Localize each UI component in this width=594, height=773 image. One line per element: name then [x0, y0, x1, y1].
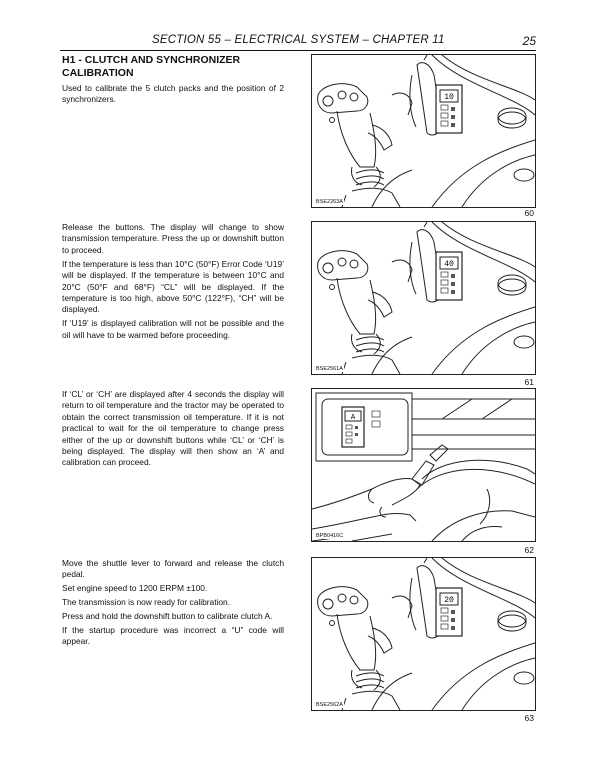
figure-code: BSE2561A: [316, 366, 343, 372]
paragraph: The transmission is now ready for calibration.: [62, 597, 231, 608]
control-illustration: [312, 558, 535, 710]
control-illustration: [312, 222, 535, 374]
paragraph: Used to calibrate the 5 clutch packs and the position of 2 synchronizers.: [62, 83, 284, 105]
text-block-61: [62, 222, 284, 344]
hand-illustration: [312, 389, 535, 541]
figure-code: BSE2562A: [316, 702, 343, 708]
figure-62: [311, 388, 536, 542]
figure-61: [311, 221, 536, 375]
display-readout: 20: [444, 596, 454, 605]
paragraph: Release the buttons. The display will change to show transmission temperature. Press the up or downshift button to proceed.: [62, 222, 284, 255]
section-heading-line2: CALIBRATION: [62, 67, 134, 79]
paragraph: If ‘CL’ or ‘CH’ are displayed after 4 seconds the display will return to oil temperature and the tractor may be operated to obtain the correct transmission oil temperature. If it is not practical to wait for the oil temperature to change press either of the up or downshift buttons while ‘CL’ or ‘CH’ is being displayed. The display will then show an ‘A’ and calibration can proceed.: [62, 389, 284, 468]
paragraph: If ‘U19’ is displayed calibration will not be possible and the oil will have to be warmed before proceeding.: [62, 318, 284, 340]
header-title: SECTION 55 – ELECTRICAL SYSTEM – CHAPTER 11: [152, 34, 445, 46]
paragraph: Set engine speed to 1200 ERPM ±100.: [62, 583, 208, 594]
figure-60: [311, 54, 536, 208]
figure-code: BSE2263A: [316, 199, 343, 205]
text-block-62: [62, 389, 284, 471]
paragraph: Press and hold the downshift button to calibrate clutch A.: [62, 611, 273, 622]
text-block-63: [62, 558, 284, 650]
header-rule: [60, 50, 536, 51]
paragraph: Move the shuttle lever to forward and release the clutch pedal.: [62, 558, 284, 580]
control-illustration: [312, 55, 535, 207]
page-number: 25: [522, 34, 536, 48]
figure-code: BPB0416C: [316, 533, 344, 539]
figure-number: 60: [524, 208, 534, 218]
display-readout: 10: [444, 93, 454, 102]
figure-number: 62: [524, 545, 534, 555]
figure-number: 63: [524, 713, 534, 723]
paragraph: If the temperature is less than 10°C (50°F) Error Code ‘U19’ will be displayed. If the temperature is between 10°C and 20°C (50°F and 68°F) “CL” will be displayed. If the temperature is too high, above 50°C (122°F), “CH” will be displayed.: [62, 258, 284, 315]
section-heading: [62, 54, 302, 80]
figure-number: 61: [524, 377, 534, 387]
page-header: [60, 34, 536, 50]
paragraph: If the startup procedure was incorrect a “U” code will appear.: [62, 625, 284, 647]
figure-63: [311, 557, 536, 711]
text-block-60: [62, 83, 284, 108]
section-heading-line1: H1 - CLUTCH AND SYNCHRONIZER: [62, 54, 241, 66]
display-readout: A: [350, 414, 356, 422]
display-readout: 40: [444, 260, 454, 269]
